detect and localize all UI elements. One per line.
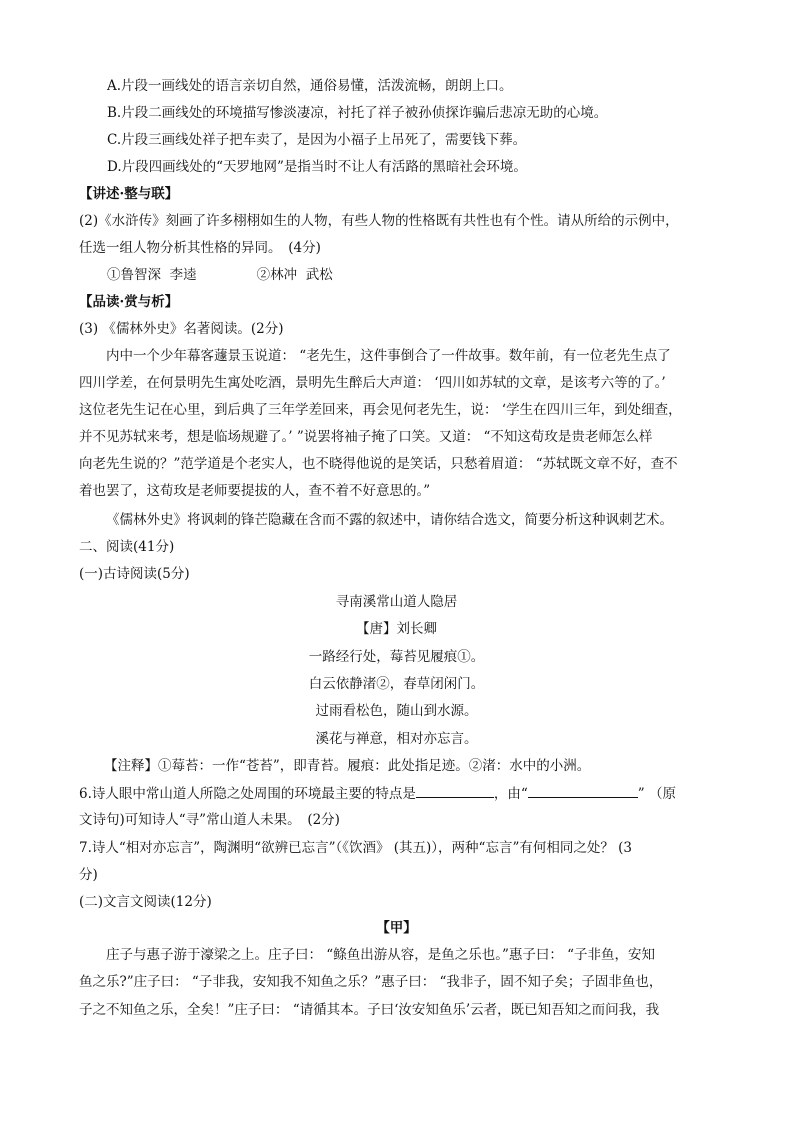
question-6-line1 <box>79 783 676 803</box>
section-header-pindu: 【品读·赏与析】 <box>79 294 179 310</box>
question-6-text: ” （原 <box>637 786 676 802</box>
poem-line: 过雨看松色，随山到水源。 <box>315 703 478 719</box>
passage-line: 内中一个少年幕客蘧景玉说道： “老先生，这件事倒合了一件故事。数年前，有一位老先生点了 <box>106 348 671 364</box>
passage-line: 并不见苏轼来考，想是临场规避了。’ ”说罢将袖子掩了口笑。又道： “不知这荀玫是贵老师怎么样 <box>79 429 653 445</box>
question-2-examples: ①鲁智深 李逵 ②林冲 武松 <box>107 267 333 283</box>
passage-line: 向老先生说的？”范学道是个老实人，也不晓得他说的是笑话，只愁着眉道： “苏轼既文章不好，查不 <box>79 456 678 472</box>
poem-author: 【唐】刘长卿 <box>356 621 437 637</box>
reading-header: 二、阅读(41分) <box>79 539 175 555</box>
jia-passage-line: 庄子与惠子游于濠梁之上。庄子曰： “鲦鱼出游从容，是鱼之乐也。”惠子曰： “子非鱼，安知 <box>106 947 656 963</box>
question-3-prompt: 《儒林外史》将讽刺的锋芒隐藏在含而不露的叙述中，请你结合选文，简要分析这种讽刺艺术。 <box>106 512 673 528</box>
question-6-text: 6.诗人眼中常山道人所隐之处周围的环境最主要的特点是 <box>79 786 416 802</box>
passage-line: 四川学差，在何景明先生寓处吃酒，景明先生醉后大声道： ‘四川如苏轼的文章，是该考六等的了。’ <box>79 375 666 391</box>
option-c: C.片段三画线处祥子把车卖了，是因为小福子上吊死了，需要钱下葬。 <box>107 132 527 148</box>
question-6-text: ，由“ <box>493 786 528 802</box>
poem-title: 寻南溪常山道人隐居 <box>335 594 458 610</box>
question-2-line2: 任选一组人物分析其性格的异同。 (4分) <box>79 240 321 256</box>
poem-notes: 【注释】①莓苔：一作“苍苔”，即青苔。履痕：此处指足迹。②渚：水中的小洲。 <box>104 758 591 774</box>
poem-line: 溪花与禅意，相对亦忘言。 <box>315 731 478 747</box>
jia-passage-line: 鱼之乐?”庄子曰： “子非我，安知我不知鱼之乐？”惠子曰： “我非子，固不知子矣；子固非鱼也， <box>79 974 663 990</box>
poem-line: 一路经行处，莓苔见履痕①。 <box>308 649 485 665</box>
option-d: D.片段四画线处的“天罗地网”是指当时不让人有活路的黑暗社会环境。 <box>107 159 527 175</box>
poem-section-header: (一)古诗阅读(5分) <box>79 566 190 582</box>
passage-line: 这位老先生记在心里，到后典了三年学差回来，再会见何老先生，说： ‘学生在四川三年，到处细查， <box>79 402 682 418</box>
passage-jia-header: 【甲】 <box>376 920 417 936</box>
option-b: B.片段二画线处的环境描写惨淡凄凉，衬托了祥子被孙侦探诈骗后悲凉无助的心境。 <box>107 105 608 121</box>
option-a: A.片段一画线处的语言亲切自然，通俗易懂，活泼流畅，朗朗上口。 <box>107 78 513 94</box>
passage-line: 着也罢了，这荀玫是老师要提拔的人，查不着不好意思的。” <box>79 483 431 499</box>
question-3-title: (3) 《儒林外史》名著阅读。(2分) <box>79 321 284 337</box>
question-2-line1: (2)《水浒传》刻画了许多栩栩如生的人物，有些人物的性格既有共性也有个性。请从所给的示例中， <box>79 213 679 229</box>
answer-blank-2[interactable] <box>528 783 638 798</box>
section-header-jiangshu: 【讲述·整与联】 <box>79 186 179 202</box>
question-6-line2: 文诗句)可知诗人“寻”常山道人未果。 (2分) <box>79 812 340 828</box>
jia-passage-line: 子之不知鱼之乐，全矣！”庄子曰： “请循其本。子曰‘汝安知鱼乐’云者，既已知吾知之而问我，我 <box>79 1002 660 1018</box>
question-7-line2: 分) <box>79 867 98 883</box>
poem-line: 白云依静渚②，春草闭闲门。 <box>308 676 485 692</box>
question-7-line1: 7.诗人“相对亦忘言”，陶渊明“欲辨已忘言”（《饮酒》 (其五)），两种“忘言”有何相同之处？ (3 <box>79 840 633 856</box>
answer-blank-1[interactable] <box>416 783 494 798</box>
classical-section-header: (二)文言文阅读(12分) <box>79 894 212 910</box>
